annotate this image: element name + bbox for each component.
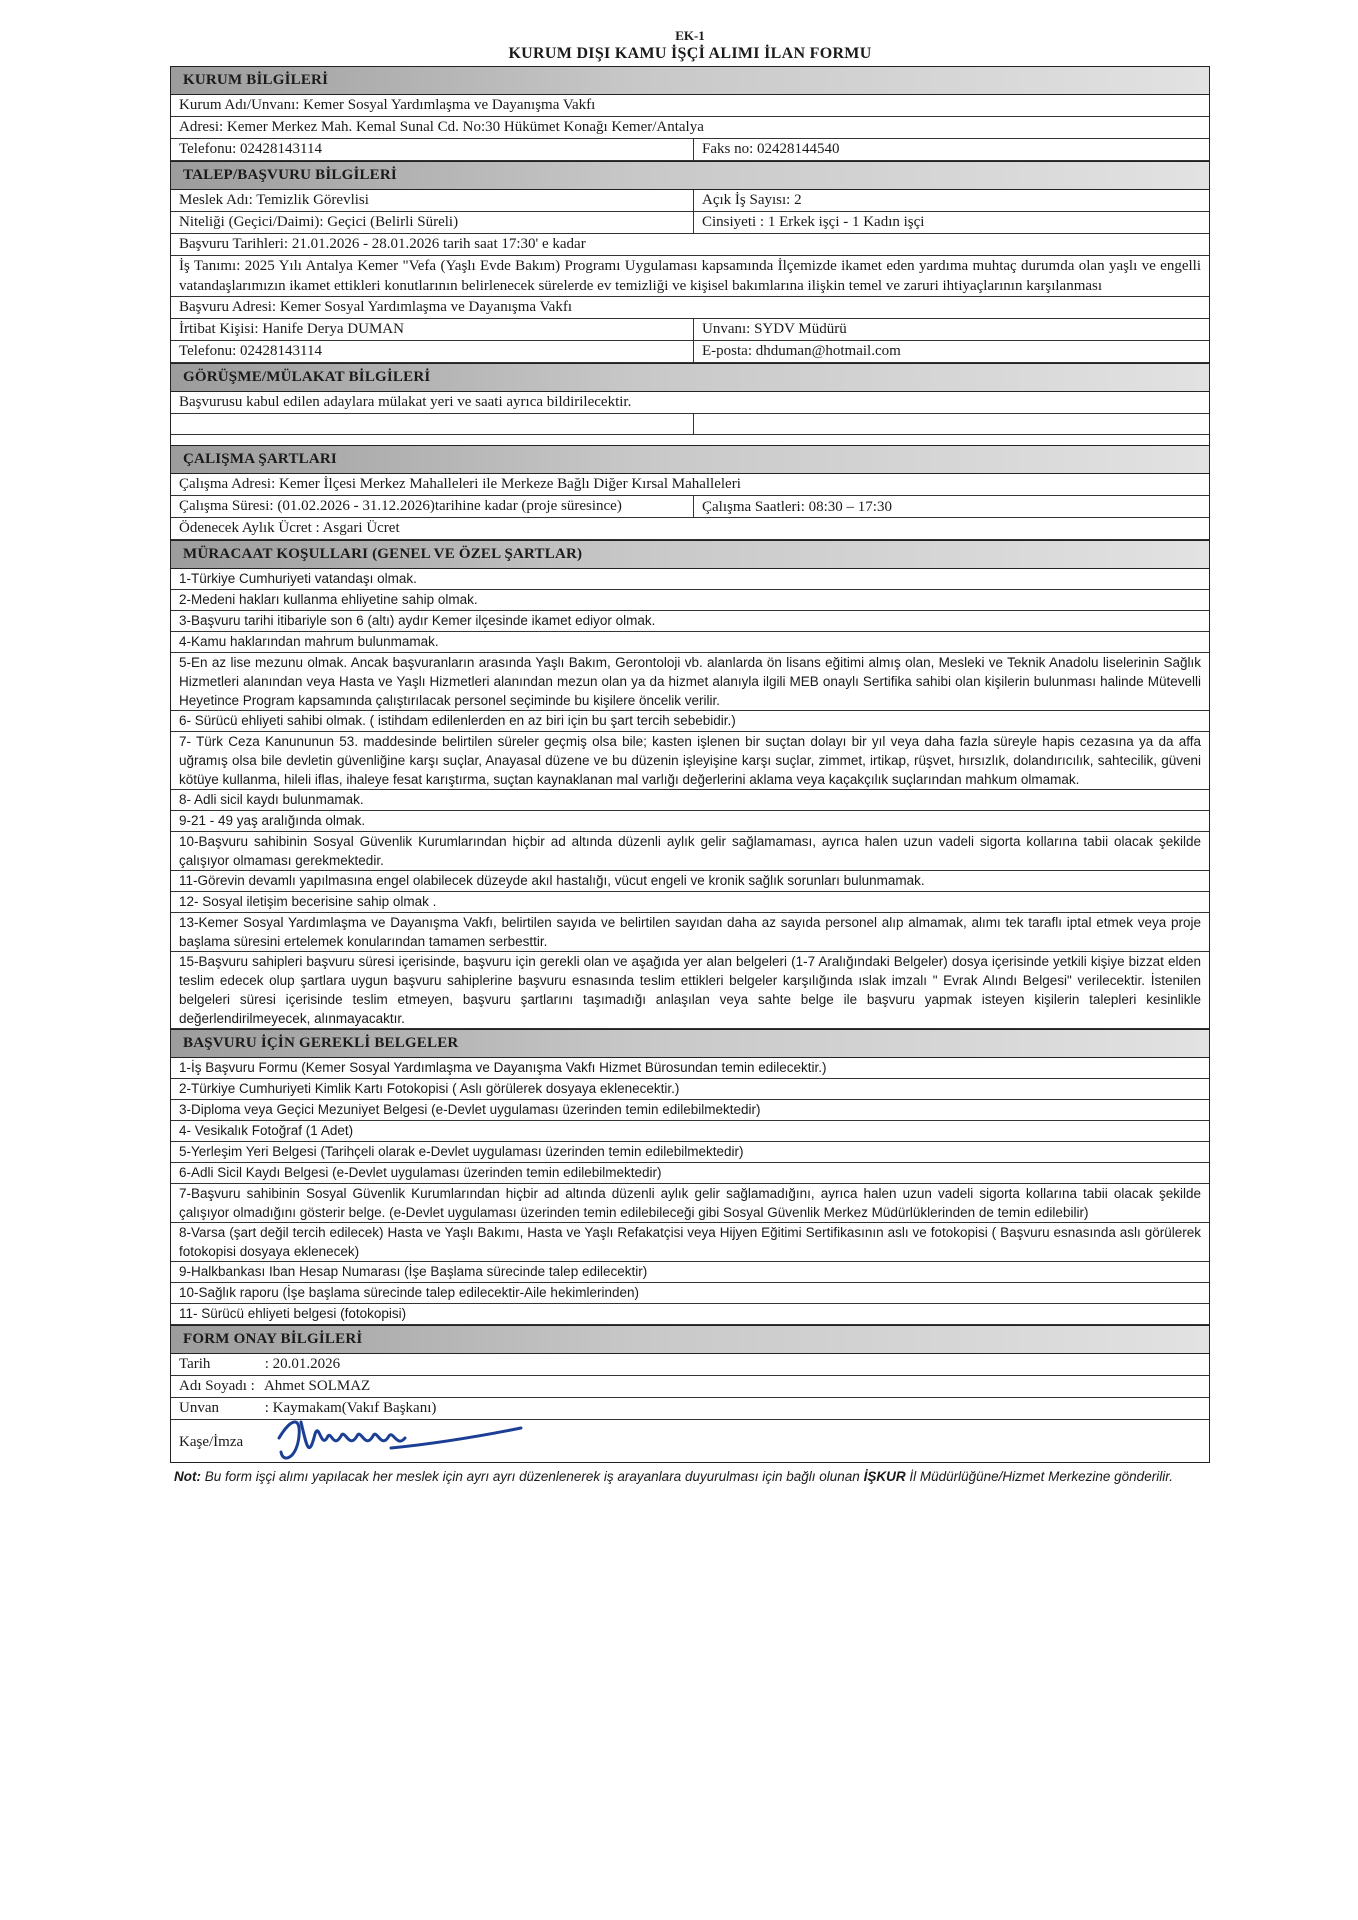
calisma-adresi: Çalışma Adresi: Kemer İlçesi Merkez Mahalleleri ile Merkeze Bağlı Diğer Kırsal Mahalleleri xyxy=(179,476,741,492)
muracaat-row xyxy=(171,711,1209,732)
form-table xyxy=(170,66,1210,1463)
onay-block xyxy=(171,1354,1209,1462)
muracaat-item: 12- Sosyal iletişim becerisine sahip olmak . xyxy=(179,894,437,909)
muracaat-item: 11-Görevin devamlı yapılmasına engel olabilecek düzeyde akıl hastalığı, vücut engeli ve kronik sağlık sorunları bulunmamak. xyxy=(179,873,925,888)
kurum-contact-row xyxy=(171,139,1209,161)
section-gorusme-heading: GÖRÜŞME/MÜLAKAT BİLGİLERİ xyxy=(171,363,1209,392)
talep-row-7 xyxy=(171,341,1209,363)
basvuru-adresi: Başvuru Adresi: Kemer Sosyal Yardımlaşma ve Dayanışma Vakfı xyxy=(179,299,572,315)
footer-note xyxy=(170,1467,1210,1486)
signature-icon xyxy=(271,1408,531,1468)
calisma-row-3 xyxy=(171,518,1209,540)
muracaat-item: 2-Medeni hakları kullanma ehliyetine sahip olmak. xyxy=(179,592,478,607)
nitelik: Niteliği (Geçici/Daimi): Geçici (Belirli Süreli) xyxy=(171,212,694,233)
section-kurum-heading: KURUM BİLGİLERİ xyxy=(171,67,1209,95)
muracaat-row xyxy=(171,952,1209,1029)
muracaat-row xyxy=(171,632,1209,653)
belge-row xyxy=(171,1058,1209,1079)
belge-row xyxy=(171,1184,1209,1223)
section-calisma-heading: ÇALIŞMA ŞARTLARI xyxy=(171,445,1209,474)
belge-item: 11- Sürücü ehliyeti belgesi (fotokopisi) xyxy=(179,1306,407,1321)
acik-is-sayisi: Açık İş Sayısı: 2 xyxy=(702,192,802,208)
aylik-ucret: Ödenecek Aylık Ücret : Asgari Ücret xyxy=(179,520,400,536)
onay-tarih: : 20.01.2026 xyxy=(264,1356,341,1372)
onay-tarih-cell xyxy=(171,1354,1209,1375)
onay-ad-cell xyxy=(171,1376,1209,1397)
belge-item: 2-Türkiye Cumhuriyeti Kimlik Kartı Fotokopisi ( Aslı görülerek dosyaya eklenecektir.) xyxy=(179,1081,680,1096)
empty-cell xyxy=(171,414,694,434)
kurum-address-row xyxy=(171,117,1209,139)
basvuru-tarihleri: Başvuru Tarihleri: 21.01.2026 - 28.01.2026 tarih saat 17:30' e kadar xyxy=(179,236,586,252)
is-tanimi: İş Tanımı: 2025 Yılı Antalya Kemer "Vefa (Yaşlı Evde Bakım) Programı Uygulaması kapsamında İlçemizde ikamet eden yardıma muhtaç durumda olan yaşlı ve engelli vatandaşlarımızın ikamet ettikleri konutlarının belirlenecek sürelerde ev temizliği ve kişisel bakımlarına ilişkin temel ve zaruri ihtiyaçlarının karşılanması xyxy=(179,258,1201,294)
kurum-address: Adresi: Kemer Merkez Mah. Kemal Sunal Cd. No:30 Hükümet Konağı Kemer/Antalya xyxy=(179,119,704,135)
section-talep-heading: TALEP/BAŞVURU BİLGİLERİ xyxy=(171,161,1209,190)
belge-row xyxy=(171,1163,1209,1184)
onay-ad: Ahmet SOLMAZ xyxy=(263,1378,371,1394)
talep-row-6 xyxy=(171,319,1209,341)
kase-imza-label: Kaşe/İmza xyxy=(179,1434,244,1450)
muracaat-item: 13-Kemer Sosyal Yardımlaşma ve Dayanışma Vakfı, belirtilen sayıda ve belirtilen sayıdan daha az sayıda personel alıp almamak, alımı tek taraflı iptal etmek veya proje başlama süresini ertelemek konularından tamamen serbesttir. xyxy=(179,915,1201,949)
onay-unvan: : Kaymakam(Vakıf Başkanı) xyxy=(264,1400,437,1416)
belge-item: 10-Sağlık raporu (İşe başlama sürecinde talep edilecektir-Aile hekimlerinden) xyxy=(179,1285,639,1300)
muracaat-item: 15-Başvuru sahipleri başvuru süresi içerisinde, başvuru için gerekli olan ve aşağıda yer alan belgeleri (1-7 Aralığındaki Belgeler) dosya içerisinde yetkili kişiye bizzat elden teslim edecek olup şartlara uygun başvuru sahiplerine başvuru esnasında teslim ettikleri belgeler karşılığında ıslak imzalı " Evrak Alındı Belgesi" verilecektir. İstenilen belgeleri süresi içerisinde teslim etmeyen, başvuru şartlarını taşımadığı anlaşılan veya sahte belge ile başvuru yapmak isteyen kişilerin talepleri kesinlikle değerlendirilmeyecek, alınmayacaktır. xyxy=(179,954,1201,1026)
calisma-suresi: Çalışma Süresi: (01.02.2026 - 31.12.2026)tarihine kadar (proje süresince) xyxy=(171,496,694,517)
form-page xyxy=(170,28,1210,1486)
muracaat-item: 1-Türkiye Cumhuriyeti vatandaşı olmak. xyxy=(179,571,417,586)
kurum-fax: Faks no: 02428144540 xyxy=(702,141,840,157)
kurum-phone: Telefonu: 02428143114 xyxy=(171,139,694,160)
onay-tarih-label: Tarih xyxy=(179,1356,211,1372)
talep-row-2 xyxy=(171,212,1209,234)
muracaat-row xyxy=(171,811,1209,832)
belgeler-list xyxy=(171,1058,1209,1325)
muracaat-row xyxy=(171,913,1209,952)
calisma-saatleri: Çalışma Saatleri: 08:30 – 17:30 xyxy=(702,498,892,515)
belge-item: 6-Adli Sicil Kaydı Belgesi (e-Devlet uygulaması üzerinden temin edilebilmektedir) xyxy=(179,1165,662,1180)
section-belgeler-heading: BAŞVURU İÇİN GEREKLİ BELGELER xyxy=(171,1029,1209,1058)
muracaat-row xyxy=(171,732,1209,790)
muracaat-row xyxy=(171,569,1209,590)
muracaat-item: 10-Başvuru sahibinin Sosyal Güvenlik Kurumlarından hiçbir ad altında düzenli aylık gelir sağlamaması, ayrıca halen uzun vadeli sigorta kollarına tabii olacak şekilde çalışıyor olmaması gerekmektedir. xyxy=(179,834,1201,868)
muracaat-item: 4-Kamu haklarından mahrum bulunmamak. xyxy=(179,634,439,649)
form-title: KURUM DIŞI KAMU İŞÇİ ALIMI İLAN FORMU xyxy=(508,45,872,62)
belge-row xyxy=(171,1283,1209,1304)
talep-row-1 xyxy=(171,190,1209,212)
muracaat-row xyxy=(171,790,1209,811)
kurum-name-row xyxy=(171,95,1209,117)
note-iskur: İŞKUR xyxy=(863,1469,906,1484)
muracaat-item: 5-En az lise mezunu olmak. Ancak başvuranların arasında Yaşlı Bakım, Gerontoloji vb. alanlarda ön lisans eğitimi almış olan, Mesleki ve Teknik Anadolu liselerinin Sağlık Hizmetleri alanından veya Hasta ve Yaşlı Hizmetleri alanından mezun olan ya da hizmet alanıyla ilgili MEB onaylı Sertifika sahibi olan kişilerin bulunması halinde Mütevelli Heyetince Program kapsamında çalıştırılacak personel seçiminde bu kişilere öncelik verilir. xyxy=(179,655,1201,708)
calisma-saatleri-cell xyxy=(694,496,1209,517)
muracaat-row xyxy=(171,611,1209,632)
muracaat-item: 7- Türk Ceza Kanununun 53. maddesinde belirtilen süreler geçmiş olsa bile; kasten işlenen bir suçtan dolayı bir yıl veya daha fazla süreyle hapis cezasına ya da affa uğramış olsa bile devletin güvenliğine karşı suçlar, Anayasal düzene ve bu düzenin işleyişine karşı suçlar, zimmet, irtikap, rüşvet, hırsızlık, dolandırıcılık, sahtecilik, güveni kötüye kullanma, hileli iflas, ihaleye fesat karıştırma, suçtan kaynaklanan mal varlığı değerlerini aklama veya kaçakçılık suçlarından mahkum olmamak. xyxy=(179,734,1201,787)
muracaat-row xyxy=(171,590,1209,611)
belge-row xyxy=(171,1142,1209,1163)
talep-row-4 xyxy=(171,256,1209,297)
onay-tarih-row xyxy=(171,1354,1209,1376)
talep-row-3 xyxy=(171,234,1209,256)
onay-ad-row xyxy=(171,1376,1209,1398)
belge-item: 9-Halkbankası Iban Hesap Numarası (İşe Başlama sürecinde talep edilecektir) xyxy=(179,1264,648,1279)
irtibat-telefon: Telefonu: 02428143114 xyxy=(171,341,694,362)
section-muracaat-heading: MÜRACAAT KOŞULLARI (GENEL VE ÖZEL ŞARTLAR) xyxy=(171,540,1209,569)
belge-row xyxy=(171,1304,1209,1325)
calisma-row-2 xyxy=(171,496,1209,518)
mulakat-bilgisi: Başvurusu kabul edilen adaylara mülakat yeri ve saati ayrıca bildirilecektir. xyxy=(179,394,632,410)
section-onay-heading: FORM ONAY BİLGİLERİ xyxy=(171,1325,1209,1354)
spacer xyxy=(171,435,1209,445)
meslek-adi: Meslek Adı: Temizlik Görevlisi xyxy=(171,190,694,211)
onay-imza-row xyxy=(171,1420,1209,1462)
belge-item: 1-İş Başvuru Formu (Kemer Sosyal Yardımlaşma ve Dayanışma Vakfı Hizmet Bürosundan temin edilecektir.) xyxy=(179,1060,827,1075)
talep-row-5 xyxy=(171,297,1209,319)
muracaat-list xyxy=(171,569,1209,1029)
onay-unvan-label: Unvan xyxy=(179,1400,219,1416)
belge-row xyxy=(171,1079,1209,1100)
gorusme-row xyxy=(171,392,1209,414)
irtibat-unvani: Unvanı: SYDV Müdürü xyxy=(702,321,847,337)
muracaat-item: 9-21 - 49 yaş aralığında olmak. xyxy=(179,813,366,828)
empty-row xyxy=(171,414,1209,435)
muracaat-item: 6- Sürücü ehliyeti sahibi olmak. ( istihdam edilenlerden en az biri için bu şart tercih sebebidir.) xyxy=(179,713,736,728)
muracaat-item: 8- Adli sicil kaydı bulunmamak. xyxy=(179,792,364,807)
cinsiyet: Cinsiyeti : 1 Erkek işçi - 1 Kadın işçi xyxy=(702,214,925,230)
note-label: Not: xyxy=(174,1469,201,1484)
muracaat-row xyxy=(171,892,1209,913)
kurum-name: Kurum Adı/Unvanı: Kemer Sosyal Yardımlaşma ve Dayanışma Vakfı xyxy=(179,97,596,113)
belge-row xyxy=(171,1262,1209,1283)
muracaat-row xyxy=(171,832,1209,871)
calisma-row-1 xyxy=(171,474,1209,496)
belge-item: 4- Vesikalık Fotoğraf (1 Adet) xyxy=(179,1123,354,1138)
belge-item: 8-Varsa (şart değil tercih edilecek) Hasta ve Yaşlı Bakımı, Hasta ve Yaşlı Refakatçisi veya Hijyen Eğitimi Sertifikasının aslı ve fotokopisi ( Başvuru esnasında aslı görülerek fotokopisi dosyaya eklenecek) xyxy=(179,1225,1201,1259)
muracaat-row xyxy=(171,871,1209,892)
note-text: Bu form işçi alımı yapılacak her meslek için ayrı ayrı düzenlenerek iş arayanlara duyurulması için bağlı olunan xyxy=(201,1469,864,1484)
belge-item: 3-Diploma veya Geçici Mezuniyet Belgesi (e-Devlet uygulaması üzerinden temin edilebilmektedir) xyxy=(179,1102,761,1117)
belge-item: 7-Başvuru sahibinin Sosyal Güvenlik Kurumlarından hiçbir ad altında düzenli aylık gelir sağlamadığını, ayrıca halen uzun vadeli sigorta kollarına tabii olacak şekilde çalışıyor olmadığını gösterir belge. (e-Devlet uygulaması üzerinden temin edilebileceği gibi Sosyal Güvenlik Merkez Müdürlüklerinden de temin edilebilir) xyxy=(179,1186,1201,1220)
belge-item: 5-Yerleşim Yeri Belgesi (Tarihçeli olarak e-Devlet uygulaması üzerinden temin edilebilmektedir) xyxy=(179,1144,744,1159)
belge-row xyxy=(171,1223,1209,1262)
note-text-2: İl Müdürlüğüne/Hizmet Merkezine gönderilir. xyxy=(905,1469,1173,1484)
irtibat-kisisi: İrtibat Kişisi: Hanife Derya DUMAN xyxy=(171,319,694,340)
muracaat-item: 3-Başvuru tarihi itibariyle son 6 (altı) aydır Kemer ilçesinde ikamet ediyor olmak. xyxy=(179,613,656,628)
onay-ad-label: Adı Soyadı : xyxy=(179,1378,255,1394)
irtibat-eposta: E-posta: dhduman@hotmail.com xyxy=(702,343,901,359)
annex-label: EK-1 xyxy=(675,28,705,43)
belge-row xyxy=(171,1100,1209,1121)
muracaat-row xyxy=(171,653,1209,711)
belge-row xyxy=(171,1121,1209,1142)
